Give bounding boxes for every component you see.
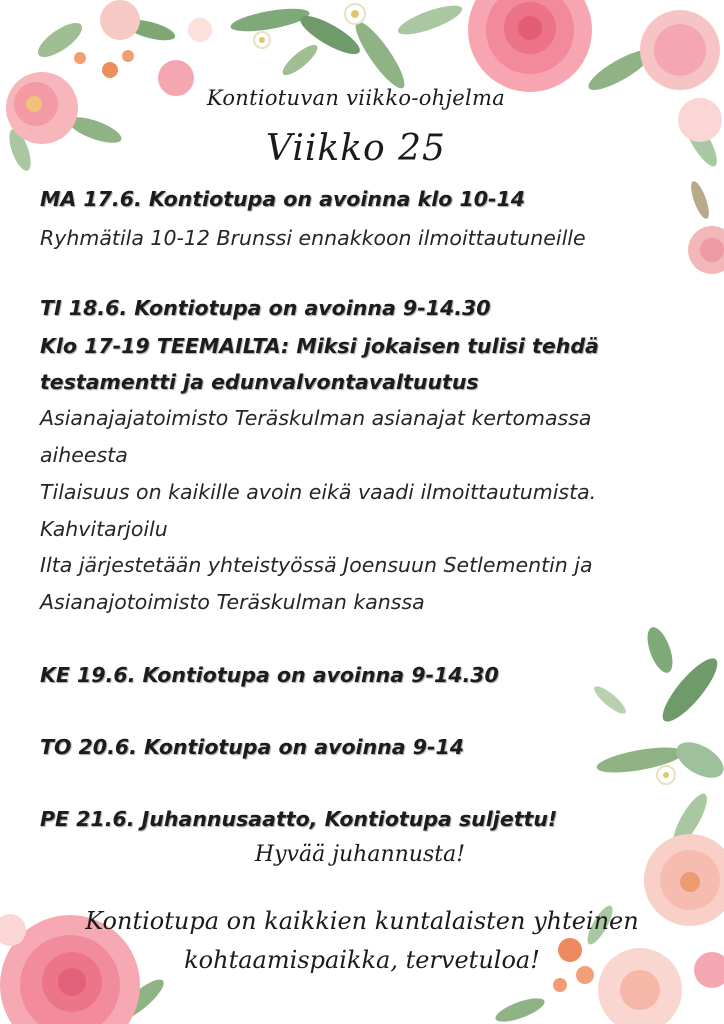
tuesday-event-title-cont: testamentti ja edunvalvontavaltuutus [40, 370, 479, 394]
tuesday-hours: TI 18.6. Kontiotupa on avoinna 9-14.30 [40, 296, 491, 320]
tuesday-event-speakers: Asianajajatoimisto Teräskulman asianajat kertomassa [40, 406, 592, 430]
tuesday-event-open: Tilaisuus on kaikille avoin eikä vaadi ilmoittautumista. [40, 480, 597, 504]
closing-line-1: Kontiotupa on kaikkien kuntalaisten yhteinen [85, 907, 639, 935]
midsummer-wish: Hyvää juhannusta! [254, 842, 466, 867]
tuesday-event-partners-cont: Asianajotoimisto Teräskulman kanssa [40, 590, 425, 614]
page-title: Kontiotuvan viikko-ohjelma [206, 86, 506, 110]
closing-line-2: kohtaamispaikka, tervetuloa! [184, 946, 540, 974]
week-heading: Viikko 25 [266, 128, 446, 169]
tuesday-event-partners: Ilta järjestetään yhteistyössä Joensuun Setlementin ja [40, 553, 593, 577]
thursday-hours: TO 20.6. Kontiotupa on avoinna 9-14 [40, 735, 465, 759]
wednesday-hours: KE 19.6. Kontiotupa on avoinna 9-14.30 [40, 663, 499, 687]
tuesday-event-coffee: Kahvitarjoilu [40, 517, 168, 541]
friday-closed: PE 21.6. Juhannusaatto, Kontiotupa suljettu! [40, 807, 558, 831]
monday-hours: MA 17.6. Kontiotupa on avoinna klo 10-14 [40, 187, 526, 211]
monday-brunch: Ryhmätila 10-12 Brunssi ennakkoon ilmoittautuneille [40, 226, 586, 250]
tuesday-event-speakers-cont: aiheesta [40, 443, 128, 467]
tuesday-event-title: Klo 17-19 TEEMAILTA: Miksi jokaisen tulisi tehdä [40, 334, 599, 358]
